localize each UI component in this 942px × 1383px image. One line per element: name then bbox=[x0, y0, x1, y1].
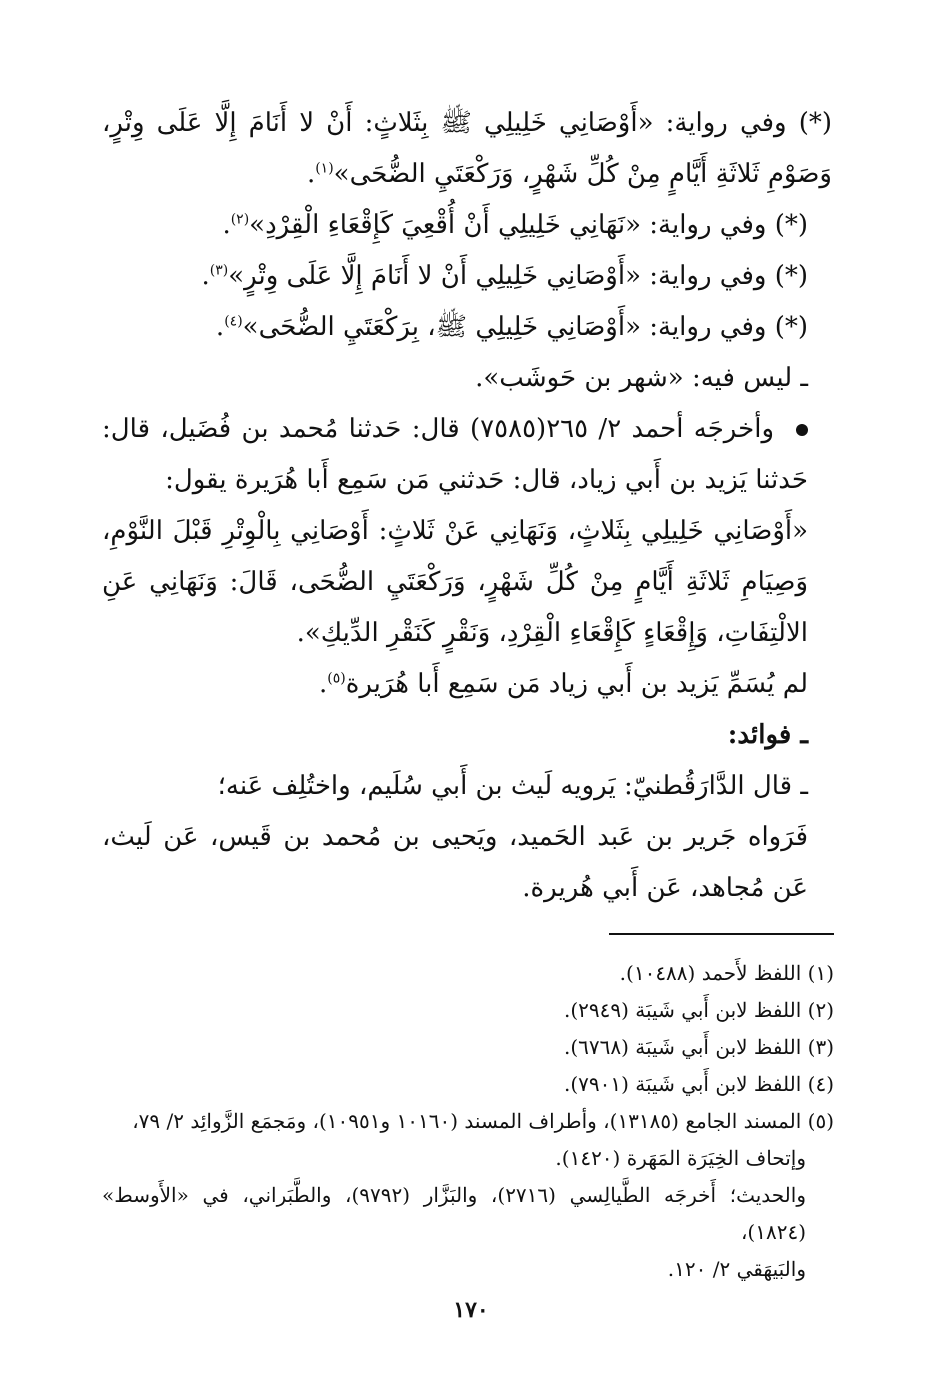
paragraph-3: (*) وفي رواية: «أَوْصَانِي خَلِيلِي أَنْ لا أَنَامَ إِلَّا عَلَى وِتْرٍ»$^{(٣)}$. bbox=[201, 261, 808, 291]
paragraph-5: ـ ليس فيه: «شهر بن حَوشَب». bbox=[475, 363, 808, 393]
paragraph-2: (*) وفي رواية: «نَهَانِي خَلِيلِي أَنْ أُقْعِيَ كَإِقْعَاءِ الْقِرْدِ»$^{(٢)}$. bbox=[222, 210, 808, 240]
note-text: لم يُسَمِّ يَزيد بن أَبي زياد مَن سَمِع أَبا هُرَيرة bbox=[345, 669, 808, 699]
riwaya-text: (*) وفي رواية: «أَوْصَانِي خَلِيلِي ﷺ بِثَلاثٍ: أَنْ لا أَنَامَ إِلَّا عَلَى وِتْرٍ، وَصَوْمِ ثَلاثَةِ أَيَّامٍ مِنْ كُلِّ شَهْرٍ، وَرَكْعَتَيِ الضُّحَى» bbox=[102, 108, 832, 189]
paragraph-10: ـ قال الدَّارَقُطنيّ: يَرويه لَيث بن أَبي سُلَيم، واختُلِف عَنه؛ bbox=[217, 771, 808, 801]
footnote-ref: (٢) bbox=[230, 211, 250, 228]
footnote-6: والحديث؛ أَخرجَه الطَّيالِسي (٢٧١٦)، والبَزَّار (٩٧٩٢)، والطَّبَراني، في «الأَوسط» (١٨٢٤)، bbox=[102, 1183, 806, 1244]
takhrij-text: وأخرجَه أحمد ٢/ ٢٦٥(٧٥٨٥) قال: حَدثنا مُحمد بن فُضَيل، قال: حَدثنا يَزيد بن أَبي زياد، قال: حَدثني مَن سَمِع أَبا هُرَيرة يقول: bbox=[102, 414, 808, 495]
main-text bbox=[102, 98, 832, 914]
riwaya-text: (*) وفي رواية: «نَهَانِي خَلِيلِي أَنْ أُقْعِيَ كَإِقْعَاءِ الْقِرْدِ» bbox=[249, 210, 808, 240]
paragraph-4: (*) وفي رواية: «أَوْصَانِي خَلِيلِي ﷺ، بِرَكْعَتَيِ الضُّحَى»$^{(٤)}$. bbox=[215, 312, 808, 342]
paragraph-6 bbox=[102, 404, 832, 506]
paragraph-8: لم يُسَمِّ يَزيد بن أَبي زياد مَن سَمِع أَبا هُرَيرة$^{(٥)}$. bbox=[318, 669, 808, 699]
footnote-ref: (٥) bbox=[327, 670, 346, 687]
footnote-4: (٤) اللفظ لابن أَبي شَيبَة (٧٩٠١). bbox=[563, 1072, 834, 1096]
footnote-5: (٥) المسند الجامع (١٣١٨٥)، وأطراف المسند (١٠١٦٠ و١٠٩٥١)، ومَجمَع الزَّوائِد ٢/ ٧٩، bbox=[132, 1109, 834, 1133]
footnote-5-cont: وإتحاف الخِيَرَة المَهَرة (١٤٢٠). bbox=[555, 1146, 806, 1170]
footnote-3: (٣) اللفظ لابن أَبي شَيبَة (٦٧٦٨). bbox=[563, 1035, 834, 1059]
footnote-ref: (٣) bbox=[209, 262, 229, 279]
page-number: ١٧٠ bbox=[453, 1297, 489, 1323]
footnote-1: (١) اللفظ لأَحمد (١٠٤٨٨). bbox=[619, 961, 834, 985]
paragraph-1: (*) وفي رواية: «أَوْصَانِي خَلِيلِي ﷺ بِثَلاثٍ: أَنْ لا أَنَامَ إِلَّا عَلَى وِتْرٍ، وَصَوْمِ ثَلاثَةِ أَيَّامٍ مِنْ كُلِّ شَهْرٍ، وَرَكْعَتَيِ الضُّحَى»$^{(١)}$. bbox=[102, 108, 832, 189]
bullet-icon bbox=[796, 424, 808, 436]
riwaya-text: (*) وفي رواية: «أَوْصَانِي خَلِيلِي أَنْ لا أَنَامَ إِلَّا عَلَى وِتْرٍ» bbox=[228, 261, 808, 291]
footnote-ref: (١) bbox=[315, 160, 334, 177]
paragraph-7: «أَوْصَانِي خَلِيلِي بِثَلاثٍ، وَنَهَانِي عَنْ ثَلاثٍ: أَوْصَانِي بِالْوِتْرِ قَبْلَ النَّوْمِ، وَصِيَامِ ثَلاثَةِ أَيَّامٍ مِنْ كُلِّ شَهْرٍ، وَرَكْعَتَيِ الضُّحَى، قَالَ: وَنَهَانِي عَنِ الالْتِفَاتِ، وَإِقْعَاءٍ كَإِقْعَاءِ الْقِرْدِ، وَنَقْرٍ كَنَقْرِ الدِّيكِ». bbox=[102, 516, 808, 648]
footnotes bbox=[102, 955, 834, 1288]
footnote-divider bbox=[609, 933, 834, 935]
paragraph-11: فَرَواه جَرير بن عَبد الحَميد، ويَحيى بن مُحمد بن قَيس، عَن لَيث، عَن مُجاهد، عَن أَبي هُريرة. bbox=[102, 822, 809, 903]
riwaya-text: (*) وفي رواية: «أَوْصَانِي خَلِيلِي ﷺ، بِرَكْعَتَيِ الضُّحَى» bbox=[242, 312, 808, 342]
section-heading: ـ فوائد: bbox=[727, 720, 808, 750]
footnote-2: (٢) اللفظ لابن أَبي شَيبَة (٢٩٤٩). bbox=[563, 998, 834, 1022]
footnote-ref: (٤) bbox=[224, 313, 243, 330]
footnote-6-cont: والبَيهَقي ٢/ ١٢٠. bbox=[667, 1257, 806, 1281]
